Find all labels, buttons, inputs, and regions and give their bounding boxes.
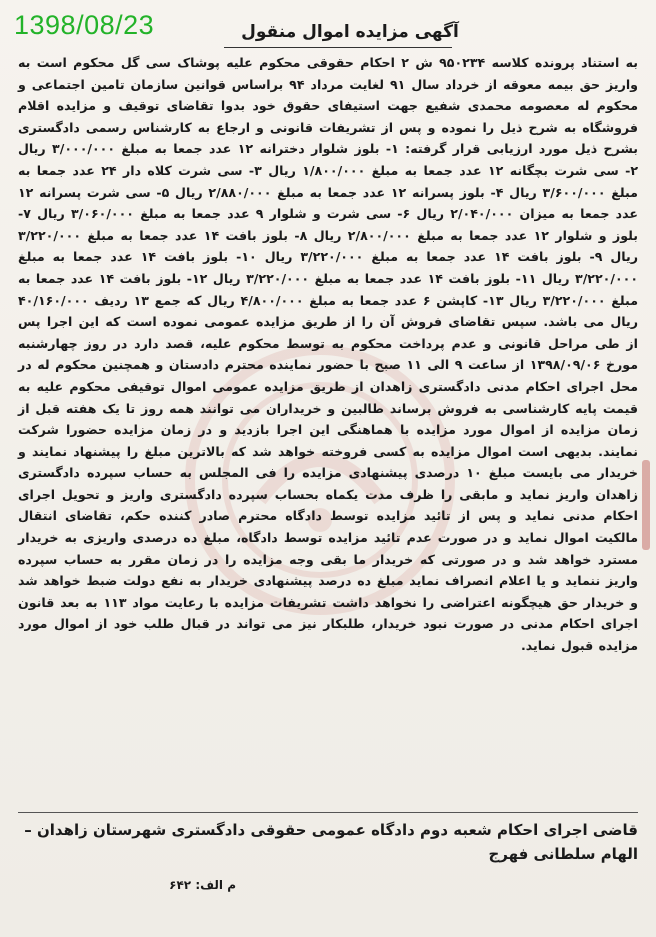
edge-watermark <box>638 460 654 550</box>
signature-block <box>18 818 638 866</box>
notice-body: به استناد پرونده کلاسه ۹۵۰۲۳۴ ش ۲ احکام حقوقی محکوم علیه پوشاک سی گل محکوم است به واریز حق بیمه معوقه از خرداد سال ۹۱ لغایت مرداد ۹۴ براساس قوانین سازمان تامین اجتماعی و محکوم له معصومه محمدی شفیع جهت استیفای حقوق خود بدوا تقاضای توقیف و مزایده اقلام فروشگاه به شرح ذیل را نموده و پس از تشریفات قانونی و ارجاع به کارشناس رسمی دادگستری بشرح ذیل مورد ارزیابی قرار گرفته: ۱- بلوز شلوار دخترانه ۱۲ عدد جمعا به مبلغ ۳/۰۰۰/۰۰۰ ریال ۲- سی شرت بچگانه ۱۲ عدد جمعا به مبلغ ۱/۸۰۰/۰۰۰ ریال ۳- سی شرت کلاه دار ۲۴ عدد جمعا به مبلغ ۳/۶۰۰/۰۰۰ ریال ۴- بلوز پسرانه ۱۲ عدد جمعا به مبلغ ۲/۸۸۰/۰۰۰ ریال ۵- سی شرت پسرانه ۱۲ عدد جمعا به میزان ۲/۰۴۰/۰۰۰ ریال ۶- سی شرت و شلوار ۹ عدد جمعا به مبلغ ۳/۰۶۰/۰۰۰ ریال ۷- بلوز و شلوار ۱۲ عدد جمعا به مبلغ ۲/۸۰۰/۰۰۰ ریال ۸- بلوز بافت ۱۴ عدد جمعا به مبلغ ۳/۲۲۰/۰۰۰ ریال ۹- بلوز بافت ۱۴ عدد جمعا به مبلغ ۳/۲۲۰/۰۰۰ ریال ۱۰- بلوز بافت ۱۴ عدد جمعا به مبلغ ۳/۲۲۰/۰۰۰ ریال ۱۱- بلوز بافت ۱۴ عدد جمعا به مبلغ ۳/۲۲۰/۰۰۰ ریال ۱۲- بلوز بافت ۱۴ عدد جمعا به مبلغ ۳/۲۲۰/۰۰۰ ریال ۱۳- کاپشن ۶ عدد جمعا به مبلغ ۴/۸۰۰/۰۰۰ ریال که جمع ۱۳ ردیف ۴۰/۱۶۰/۰۰۰ ریال می باشد. سپس تقاضای فروش آن را از طریق مزایده عمومی نموده است که این اجرا پس از طی مراحل قانونی و عدم پرداخت محکوم به توسط محکوم علیه، قصد دارد در روز چهارشنبه مورخ ۱۳۹۸/۰۹/۰۶ از ساعت ۹ الی ۱۱ صبح با حضور نماینده محترم دادستان و همچنین محکوم له در محل اجرای احکام مدنی دادگستری زاهدان از طریق مزایده عمومی اموال توقیفی محکوم علیه به قیمت پایه کارشناسی به فروش برساند طالبین و خریداران می توانند همه روز تا یک هفته قبل از زمان مزایده از اموال مورد مزایده با هماهنگی این اجرا بازدید و در زمان مزایده حضورا شرکت نمایند. بدیهی است اموال مزایده به کسی فروخته خواهد شد که بالاترین مبلغ را پیشنهاد نمایند و خریدار می بایست مبلغ ۱۰ درصدی پیشنهادی مزایده را فی المجلس به حساب سپرده دادگستری زاهدان واریز نماید و مابقی را ظرف مدت یکماه بحساب سپرده دادگستری واریز و تحویل اجرای احکام مدنی نماید و پس از تائید مزایده توسط دادگاه محترم صادر کننده حکم، تقاضای انتقال مالکیت اموال نماید و در صورت عدم تائید مزایده توسط دادگاه، مبلغ ده درصدی واریزی به خریدار مسترد خواهد شد و در صورتی که خریدار ما بقی وجه مزایده را در زمان مقرر به حساب سپرده واریز ننماید و یا اعلام انصراف نماید مبلغ ده درصد پیشنهادی خریدار به نفع دولت ضبط خواهد شد و خریدار حق هیچگونه اعتراضی را نخواهد داشت تشریفات مزایده با رعایت مواد ۱۱۳ به بعد قانون اجرای احکام مدنی در صورت نبود خریدار، طلبکار نیز می تواند در قبال طلب خود از اموال مورد مزایده قبول نماید. <box>18 55 639 654</box>
date-stamp: 1398/08/23 <box>14 10 155 40</box>
footer-divider <box>18 812 638 813</box>
title-underline <box>224 47 452 48</box>
notice-title: آگهی مزایده اموال منقول <box>241 22 459 42</box>
signature-name: الهام سلطانی فهرج <box>488 845 638 863</box>
signature-title: قاضی اجرای احکام شعبه دوم دادگاه عمومی حقوقی دادگستری شهرستان زاهدان – <box>24 821 638 839</box>
reference-number: م الف: ۶۴۲ <box>169 878 236 892</box>
